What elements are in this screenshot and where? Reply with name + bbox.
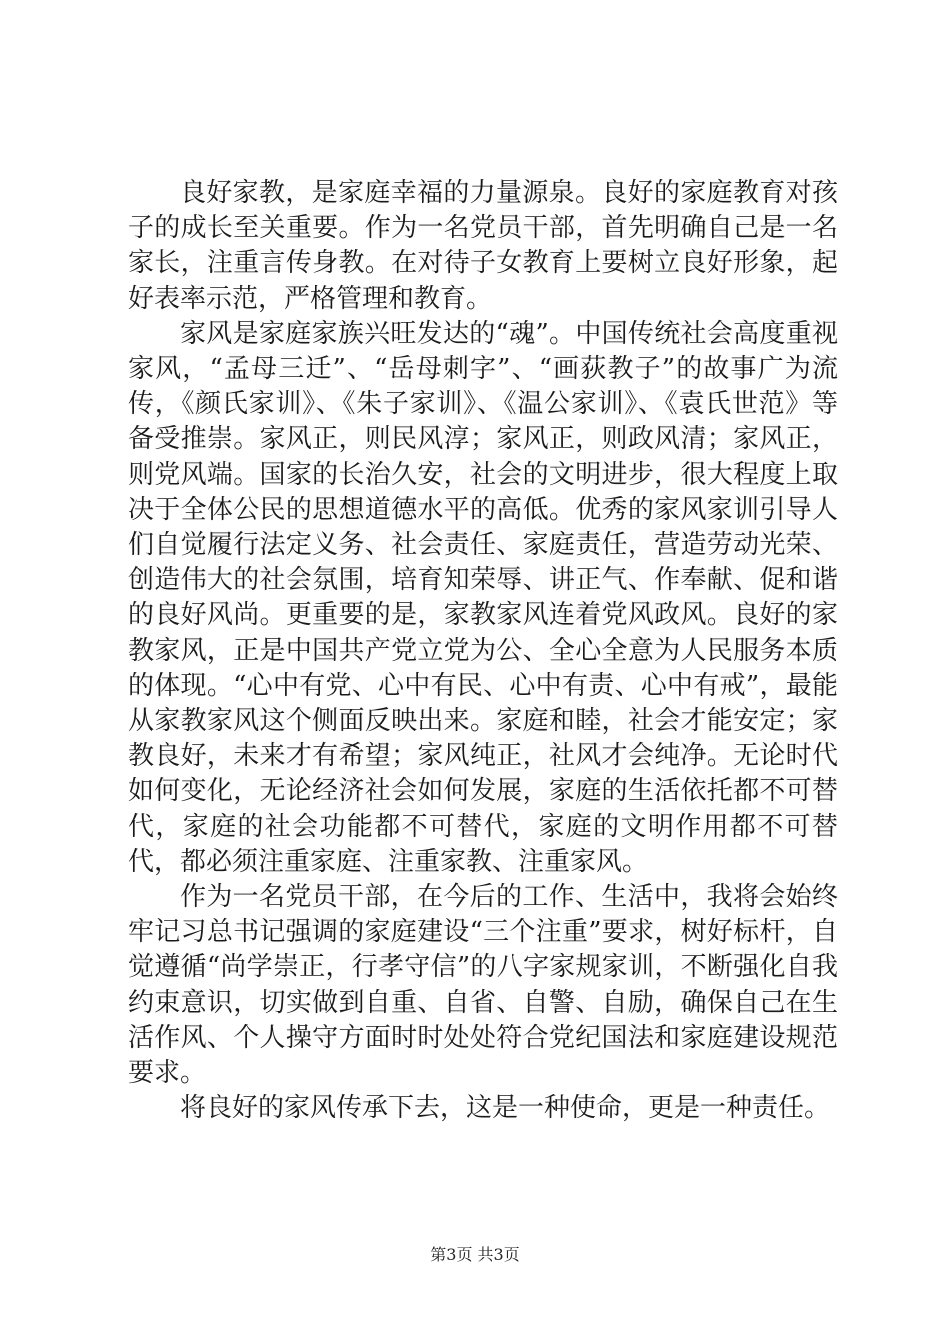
- paragraph-family-tradition: 家风是家庭家族兴旺发达的“魂”。中国传统社会高度重视家风，“孟母三迁”、“岳母刺字”、“画荻教子”的故事广为流传，《颜氏家训》、《朱子家训》、《温公家训》、《袁氏世范》等备受推崇。家风正，则民风淳；家风正，则政风清；家风正，则党风端。国家的长治久安，社会的文明进步，很大程度上取决于全体公民的思想道德水平的高低。优秀的家风家训引导人们自觉履行法定义务、社会责任、家庭责任，营造劳动光荣、创造伟大的社会氛围，培育知荣辱、讲正气、作奉献、促和谐的良好风尚。更重要的是，家教家风连着党风政风。良好的家教家风，正是中国共产党立党为公、全心全意为人民服务本质的体现。“心中有党、心中有民、心中有责、心中有戒”，最能从家教家风这个侧面反映出来。家庭和睦，社会才能安定；家教良好，未来才有希望；家风纯正，社风才会纯净。无论时代如何变化，无论经济社会如何发展，家庭的生活依托都不可替代，家庭的社会功能都不可替代，家庭的文明作用都不可替代，都必须注重家庭、注重家教、注重家风。: [128, 318, 838, 877]
- paragraph-family-education: 良好家教，是家庭幸福的力量源泉。良好的家庭教育对孩子的成长至关重要。作为一名党员干部，首先明确自己是一名家长，注重言传身教。在对待子女教育上要树立良好形象，起好表率示范，严格管理和教育。: [128, 178, 838, 314]
- paragraph-personal-commitment: 作为一名党员干部，在今后的工作、生活中，我将会始终牢记习总书记强调的家庭建设“三个注重”要求，树好标杆，自觉遵循“尚学崇正，行孝守信”的八字家规家训，不断强化自我约束意识，切实做到自重、自省、自警、自励，确保自己在生活作风、个人操守方面时时处处符合党纪国法和家庭建设规范要求。: [128, 882, 838, 1089]
- page-footer: 第3页 共3页: [430, 1245, 520, 1264]
- paragraph-conclusion: 将良好的家风传承下去，这是一种使命，更是一种责任。: [180, 1093, 831, 1124]
- document-body: [128, 176, 838, 1126]
